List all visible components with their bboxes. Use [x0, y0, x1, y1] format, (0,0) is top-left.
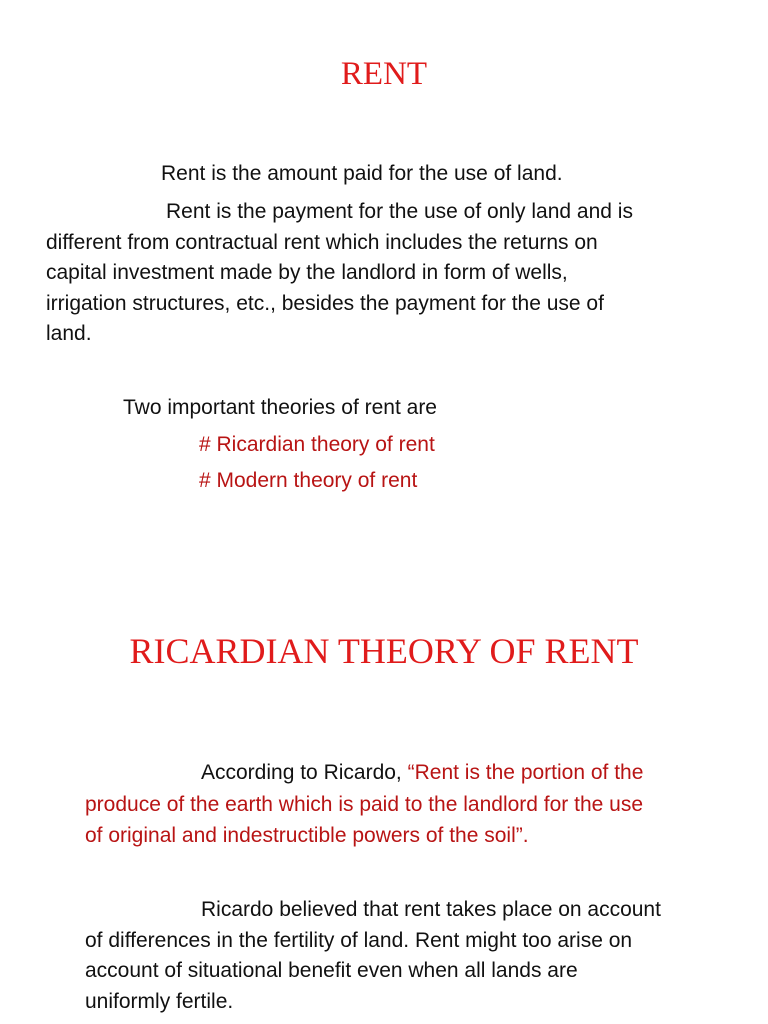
quote-line: produce of the earth which is paid to the landlord for the use [85, 793, 644, 816]
paragraph-line: Rent is the payment for the use of only land and is [166, 200, 633, 223]
theory-item-modern: # Modern theory of rent [199, 469, 418, 492]
rent-definition: Rent is the amount paid for the use of land. [161, 162, 563, 185]
paragraph-line: irrigation structures, etc., besides the payment for the use of [46, 292, 604, 315]
belief-line: of differences in the fertility of land. Rent might too arise on [85, 929, 633, 952]
section-title: RICARDIAN THEORY OF RENT [129, 631, 639, 671]
paragraph-line: land. [46, 322, 92, 345]
belief-line: uniformly fertile. [85, 990, 234, 1013]
quote-lead: According to Ricardo, [201, 761, 408, 784]
theories-intro: Two important theories of rent are [123, 396, 437, 419]
quote-first-line [201, 757, 643, 788]
page-title: RENT [340, 56, 428, 92]
paragraph-line: different from contractual rent which includes the returns on [46, 231, 598, 254]
belief-line: account of situational benefit even when all lands are [85, 959, 578, 982]
belief-line: Ricardo believed that rent takes place on account [201, 898, 661, 921]
theory-item-ricardian: # Ricardian theory of rent [199, 433, 435, 456]
quote-line: of original and indestructible powers of the soil”. [85, 824, 529, 847]
paragraph-line: capital investment made by the landlord in form of wells, [46, 261, 568, 284]
quote-text: “Rent is the portion of the [407, 761, 644, 784]
